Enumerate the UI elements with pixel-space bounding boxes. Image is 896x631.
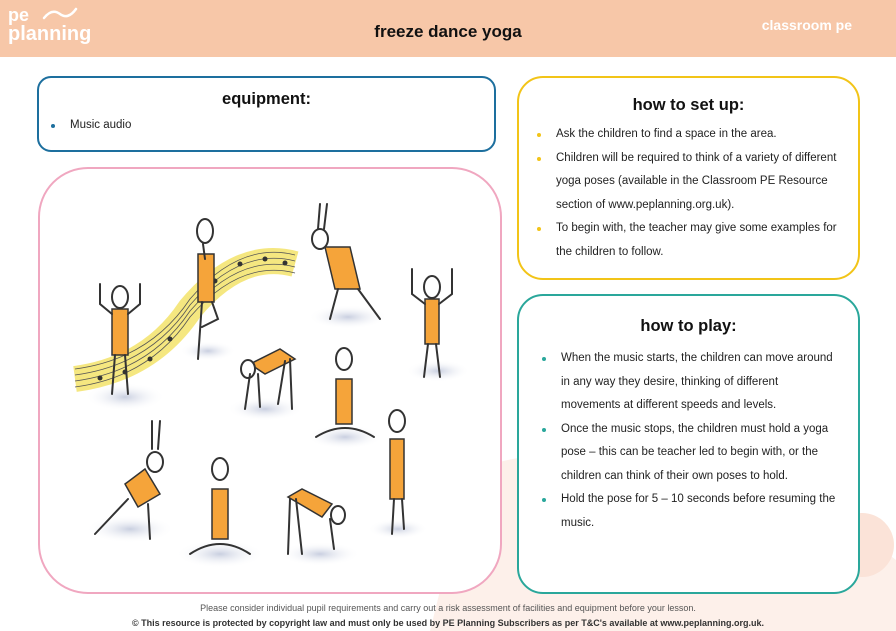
bullet-icon <box>542 357 546 361</box>
illustration-panel <box>38 167 502 594</box>
footer-disclaimer: Please consider individual pupil requirements and carry out a risk assessment of facilities and equipment before your lesson. <box>200 603 696 613</box>
bullet-icon <box>542 428 546 432</box>
bullet-icon <box>537 157 541 161</box>
list-item: To begin with, the teacher may give some examples for the children to follow. <box>519 217 838 264</box>
header-bar <box>0 0 896 57</box>
yoga-figures-illustration <box>40 169 502 594</box>
logo-line1: pe <box>8 5 30 25</box>
footer-copyright: © This resource is protected by copyright law and must only be used by PE Planning Subscribers as per T&C's available at www.peplanning.org.uk. <box>131 618 765 628</box>
page-title: freeze dance yoga <box>374 22 522 41</box>
setup-list <box>519 123 858 264</box>
play-list <box>519 347 858 535</box>
play-heading: how to play: <box>640 317 737 335</box>
list-item: Hold the pose for 5 – 10 seconds before resuming the music. <box>519 488 840 535</box>
bullet-icon <box>542 498 546 502</box>
list-item: Ask the children to find a space in the area. <box>519 123 838 147</box>
setup-panel <box>517 76 860 280</box>
bullet-icon <box>537 227 541 231</box>
yoga-figure-icon <box>316 348 374 437</box>
subject-label: classroom pe <box>761 17 852 33</box>
yoga-figure-icon <box>312 204 380 319</box>
equipment-list <box>39 114 494 138</box>
yoga-figure-icon <box>190 458 250 554</box>
list-item: When the music starts, the children can move around in any way they desire, thinking of different movements at different speeds and levels. <box>519 347 840 418</box>
logo-swoosh-icon <box>42 6 78 20</box>
equipment-panel <box>37 76 496 152</box>
list-item: Once the music stops, the children must hold a yoga pose – this can be teacher led to begin with, or the children can think of their own poses to hold. <box>519 418 840 489</box>
setup-heading: how to set up: <box>632 96 745 114</box>
list-item: Children will be required to think of a variety of different yoga poses (available in the Classroom PE Resource section of www.peplanning.org.uk). <box>519 147 838 218</box>
logo-line2: planning <box>8 23 92 45</box>
equipment-heading: equipment: <box>222 90 311 108</box>
play-panel <box>517 294 860 594</box>
bullet-icon <box>537 133 541 137</box>
list-item: Music audio <box>39 114 494 138</box>
yoga-figure-icon <box>389 410 405 534</box>
bullet-icon <box>51 124 55 128</box>
